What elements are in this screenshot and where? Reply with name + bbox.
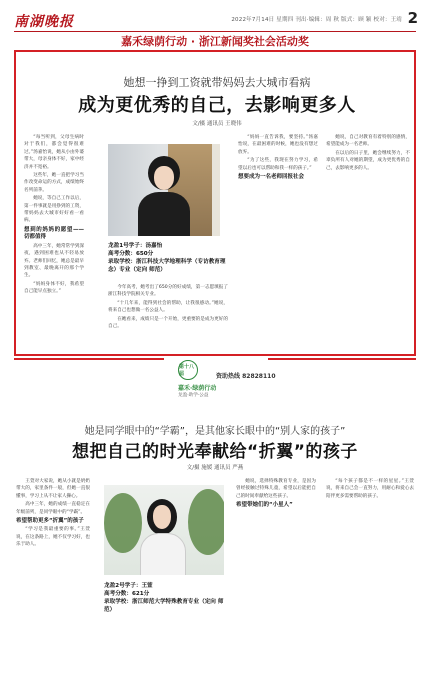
story-1-subhead-b: 想要成为一名老师回报社会 [238,174,305,181]
story-1-subhead-a: 想到的妈妈的愿望——切都值得 [24,226,84,241]
story-2-byline: 文/摄 施媛 通讯员 严燕 [186,465,244,471]
bush [104,493,142,553]
caption-line: 录取学校：浙江师范大学特殊教育专业（定向 师范） [104,599,224,613]
paragraph: “学习是我最重要的事。”王萱说，在这条路上，她不仅学习好，也乐于助人。 [16,527,90,548]
sponsor-line: 资助热线 82828110 [216,373,276,380]
paragraph: 王萱对大家说，她从小就是奶奶带大的，家里条件一般，但她一直很懂事，学习上从不让家人操心。 [16,479,90,499]
paragraph: “妈妈身体不好，我希望自己能早点独立。” [24,281,84,295]
bush [188,489,224,555]
story-1-column-2 [108,284,228,350]
paragraph: 她说，自己对教育有着特别的感情，希望能成为一名老师。 [326,135,410,148]
event-subtitle: 龙盈·助学·公益 [178,393,209,398]
event-logo: 第十八届 [178,360,198,380]
story-1-column-1 [24,134,84,349]
paragraph: 在她看来，成绩只是一个开始，更重要的是成为更好的自己。 [108,316,228,330]
section-divider-right [268,358,416,360]
caption-line: 录取学校：浙江科技大学地理科学（专访教育理念）专业（定向 师范） [108,259,226,273]
story-1-column-4 [326,134,410,349]
column-title: 嘉禾绿荫行动 · 浙江新闻奖社会活动奖 [121,35,309,48]
page-number: 2 [407,9,418,27]
story-1-byline: 文/摄 通讯员 王晓伟 [192,121,242,127]
story-1-frame [14,50,416,356]
story-1-headline: 成为更优秀的自己，去影响更多人 [78,95,356,116]
paragraph: 在以后的日子里，她会继续努力，不辜负所有人对她的期望，成为更优秀的自己，去影响更多的人。 [326,150,410,171]
face [154,166,174,190]
shirt [140,533,186,575]
story-1-photo [108,144,220,236]
caption-line: 龙盈1号学子：汤嘉怡 [108,243,163,249]
story-1-kicker: 她想一挣到工资就带妈妈去大城市看病 [123,76,311,89]
paragraph: 她说，等自己工作以后，第一件事就是用挣到的工资，带妈妈去大城市好好看一看病。 [24,196,84,224]
story-2-column-3 [236,478,316,692]
caption-line: 龙盈2号学子：王萱 [104,583,153,589]
section-divider-left [14,358,164,360]
story-1-caption [108,242,228,274]
dateline: 2022年7月14日 星期四 刊出·编辑：周 秋 版式：顾 颖 校对：王靖 [231,17,402,23]
event-title: 嘉禾·绿荫行动 [178,385,217,392]
story-2-caption [104,582,230,614]
paragraph: 今年高考，她考出了650分的好成绩，第一志愿填报了浙江科技学院相关专业。 [108,285,228,298]
story-2-photo [104,485,224,575]
paragraph: “每个孩子都是不一样的星星。”王萱说，将来自己会一直努力，用耐心和爱心去陪伴更多需要帮助的孩子。 [326,479,414,499]
story-1-column-3 [238,134,318,349]
story-2-subhead-b: 希望带她们的“小星人” [236,502,293,509]
paragraph: 她说，选择特殊教育专业，是因为曾经接触过特殊儿童，希望以后能把自己的时间奉献给这些孩子。 [236,479,316,499]
story-2-column-1 [16,478,90,692]
story-2-subhead-a: 希望帮助更多“折翼”的孩子 [16,518,84,525]
caption-line: 高考分数：621分 [104,591,150,597]
header-divider [14,31,416,32]
masthead [0,0,430,46]
paragraph: “为了这些，我现在努力学习，希望以后也可以帮助和我一样的孩子。” [238,158,318,171]
paragraph: 高中三年，她常常学到深夜，遇到困难也从不轻易放弃。老师们回忆，她总是最早到教室、最晚离开的那个学生。 [24,243,84,279]
newspaper-logo: 南湖晚报 [14,14,74,30]
story-2-kicker: 她是同学眼中的“学霸”，是其他家长眼中的“别人家的孩子” [84,426,346,437]
shirt [138,192,190,236]
paragraph: 高中三年，她的成绩一直稳定在年级前列，是同学眼中的“学霸”。 [16,502,90,515]
paragraph: “妈妈一直告诉我，要坚持。”汤嘉怡说，在最困难的时候，她也没有想过放弃。 [238,135,318,155]
paragraph: “十几年来，能得到社会的帮助，让我很感动。”她说，将来自己也想做一名公益人。 [108,300,228,314]
paragraph: 这些年，她一直把学习当作改变命运的方式，成绩始终名列前茅。 [24,173,84,193]
caption-line: 高考分数：650分 [108,251,154,257]
paragraph: “每当听到，父母生病时对于我们，都会觉得很难过。”汤嘉怡说，她从小由外婆带大，母亲身体不好，家中经济并不宽裕。 [24,135,84,170]
face [153,505,171,529]
story-2-column-4 [326,478,414,692]
story-2-headline: 想把自己的时光奉献给“折翼”的孩子 [72,442,358,462]
